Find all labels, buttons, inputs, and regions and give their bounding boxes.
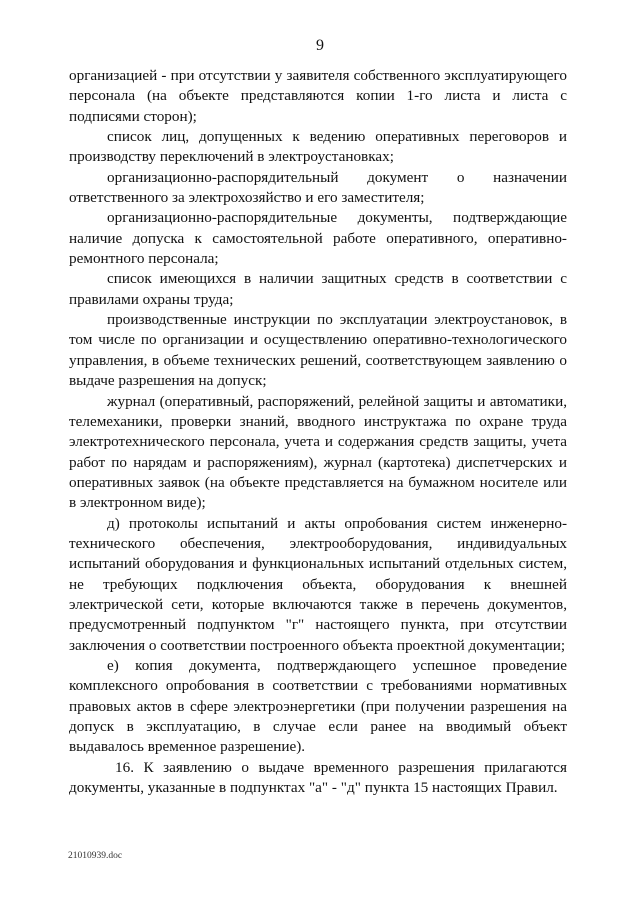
- paragraph-temporary-permit: 16. К заявлению о выдаче временного разрешения прилагаются документы, указанные в подпунктах "а" - "д" пункта 15 настоящих Правил.: [69, 758, 567, 797]
- paragraph-test-protocols: д) протоколы испытаний и акты опробования систем инженерно-технического обеспечения, электрооборудования, индивидуальных испытаний оборудования и функциональных испытаний отдельных систем, не требующих подключения объекта, оборудования к внешней электрической сети, которые включаются также в перечень документов, предусмотренный подпунктом "г" настоящего пункта, при отсутствии заключения о соответствии построенного объекта проектной документации;: [69, 514, 567, 654]
- paragraph-protective-equipment: список имеющихся в наличии защитных средств в соответствии с правилами охраны труда;: [69, 270, 567, 308]
- paragraph-comprehensive-testing: е) копия документа, подтверждающего успешное проведение комплексного опробования в соответствии с требованиями нормативных правовых актов в сфере электроэнергетики (при получении разрешения на допуск в эксплуатацию, в случае если ранее на вводимый объект выдавалось временное разрешение).: [69, 656, 567, 756]
- document-body: [69, 66, 567, 798]
- footer-file-name: 21010939.doc: [68, 851, 123, 861]
- paragraph-persons-list: список лиц, допущенных к ведению оперативных переговоров и производству переключений в электроустановках;: [69, 128, 567, 166]
- paragraph-journals: журнал (оперативный, распоряжений, релейной защиты и автоматики, телемеханики, проверки знаний, вводного инструктажа по охране труда электротехнического персонала, учета и содержания средств защиты, учета работ по нарядам и распоряжениям), журнал (картотека) диспетчерских и оперативных заявок (на объекте представляется на бумажном носителе или в электронном виде);: [69, 392, 567, 512]
- paragraph-production-instructions: производственные инструкции по эксплуатации электроустановок, в том числе по организации и осуществлению оперативно-технологического управления, в объеме технических решений, соответствующем заявлению о выдаче разрешения на допуск;: [69, 311, 567, 390]
- paragraph-organization: организацией - при отсутствии у заявителя собственного эксплуатирующего персонала (на объекте представляются копии 1-го листа и листа с подписями сторон);: [69, 67, 567, 125]
- page-number: 9: [316, 37, 324, 54]
- paragraph-responsible-appointment: организационно-распорядительный документ о назначении ответственного за электрохозяйство и его заместителя;: [69, 168, 567, 207]
- paragraph-admission-documents: организационно-распорядительные документы, подтверждающие наличие допуска к самостоятельной работе оперативного, оперативно-ремонтного персонала;: [69, 209, 567, 268]
